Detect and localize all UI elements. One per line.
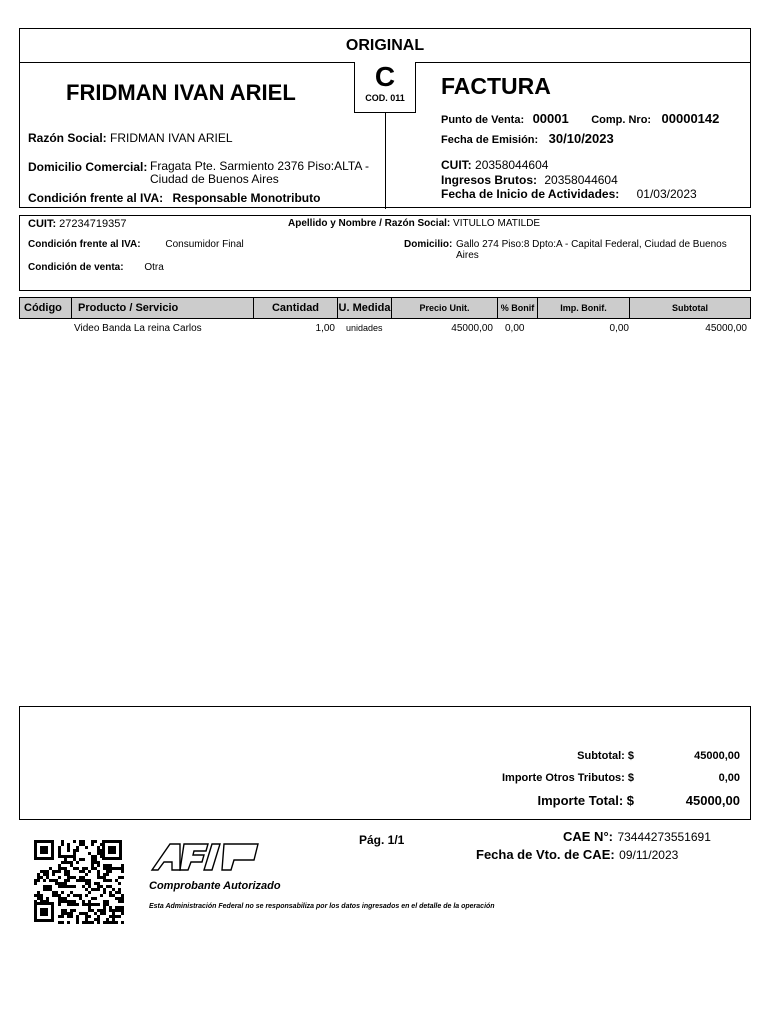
row-imp-bonif: 0,00 xyxy=(609,323,629,334)
comprobante-autorizado: Comprobante Autorizado xyxy=(149,880,281,892)
ingresos-value: 20358044604 xyxy=(544,173,618,187)
page-number: Pág. 1/1 xyxy=(359,833,405,847)
cuit-value: 20358044604 xyxy=(475,158,549,172)
issuer-name: FRIDMAN IVAN ARIEL xyxy=(66,80,296,105)
domicilio-line1: Fragata Pte. Sarmiento 2376 Piso:ALTA - xyxy=(150,159,369,173)
col-cantidad: Cantidad xyxy=(254,298,338,318)
col-bonif: % Bonif xyxy=(498,298,538,318)
qr-code-icon xyxy=(32,838,124,924)
client-domicilio-label: Domicilio: xyxy=(404,239,453,250)
razon-social-label: Razón Social: xyxy=(28,131,107,145)
row-cantidad: 1,00 xyxy=(315,323,335,334)
col-precio: Precio Unit. xyxy=(392,298,498,318)
iva-value: Responsable Monotributo xyxy=(172,191,321,205)
totals-section xyxy=(19,706,751,820)
inicio-label: Fecha de Inicio de Actividades: xyxy=(441,187,620,201)
client-nombre-value: VITULLO MATILDE xyxy=(453,218,541,229)
client-domicilio-line1: Gallo 274 Piso:8 Dpto:A - Capital Federal, Ciudad de Buenos xyxy=(456,239,727,250)
total-label: Importe Total: $ xyxy=(537,793,634,808)
invoice-letter-box xyxy=(354,62,416,113)
col-imp-bonif: Imp. Bonif. xyxy=(538,298,630,318)
comp-nro-label: Comp. Nro: xyxy=(591,114,652,126)
client-iva-value: Consumidor Final xyxy=(165,239,244,250)
cae-value: 73444273551691 xyxy=(617,830,711,844)
client-cuit-label: CUIT: xyxy=(28,218,57,230)
row-bonif: 0,00 xyxy=(505,323,525,334)
col-medida: U. Medida xyxy=(338,298,392,318)
afip-logo-icon xyxy=(150,840,264,872)
inicio-value: 01/03/2023 xyxy=(636,187,697,201)
domicilio-label: Domicilio Comercial: xyxy=(28,160,148,174)
row-subtotal: 45000,00 xyxy=(705,323,747,334)
doc-type: FACTURA xyxy=(441,73,551,99)
punto-venta-label: Punto de Venta: xyxy=(441,114,525,126)
table-row xyxy=(19,323,751,337)
total-value: 45000,00 xyxy=(685,793,740,808)
subtotal-label: Subtotal: $ xyxy=(577,750,634,762)
row-precio: 45000,00 xyxy=(451,323,493,334)
client-domicilio-line2: Aires xyxy=(456,250,479,261)
otros-tributos-value: 0,00 xyxy=(718,772,740,784)
items-table-header xyxy=(19,297,751,319)
client-venta-label: Condición de venta: xyxy=(28,262,124,273)
cae-vto-label: Fecha de Vto. de CAE: xyxy=(476,847,615,862)
disclaimer: Esta Administración Federal no se responsabiliza por los datos ingresados en el detalle de la operación xyxy=(149,903,495,910)
invoice-header xyxy=(19,28,751,208)
cae-vto-value: 09/11/2023 xyxy=(619,848,679,862)
cuit-label: CUIT: xyxy=(441,158,472,172)
client-venta-value: Otra xyxy=(144,262,164,273)
col-producto: Producto / Servicio xyxy=(72,298,254,318)
client-nombre-label: Apellido y Nombre / Razón Social: xyxy=(288,218,451,229)
invoice-letter: C xyxy=(374,61,396,92)
original-label: ORIGINAL xyxy=(20,29,750,63)
fecha-emision-value: 30/10/2023 xyxy=(548,131,614,146)
otros-tributos-label: Importe Otros Tributos: $ xyxy=(501,772,634,784)
row-producto: Video Banda La reina Carlos xyxy=(74,323,202,334)
comp-nro-value: 00000142 xyxy=(661,111,720,126)
punto-venta-value: 00001 xyxy=(532,111,569,126)
client-cuit-value: 27234719357 xyxy=(59,218,127,230)
cae-label: CAE N°: xyxy=(563,829,613,844)
header-divider xyxy=(385,113,386,209)
iva-label: Condición frente al IVA: xyxy=(28,191,164,205)
domicilio-line2: Ciudad de Buenos Aires xyxy=(150,172,279,186)
ingresos-label: Ingresos Brutos: xyxy=(441,173,538,187)
razon-social-value: FRIDMAN IVAN ARIEL xyxy=(110,131,233,145)
row-medida: unidades xyxy=(346,323,383,333)
col-codigo: Código xyxy=(20,298,72,318)
col-subtotal: Subtotal xyxy=(672,303,708,313)
fecha-emision-label: Fecha de Emisión: xyxy=(441,134,539,146)
subtotal-value: 45000,00 xyxy=(694,750,740,762)
invoice-code: COD. 011 xyxy=(365,93,405,103)
client-iva-label: Condición frente al IVA: xyxy=(28,239,141,250)
client-section xyxy=(19,215,751,291)
